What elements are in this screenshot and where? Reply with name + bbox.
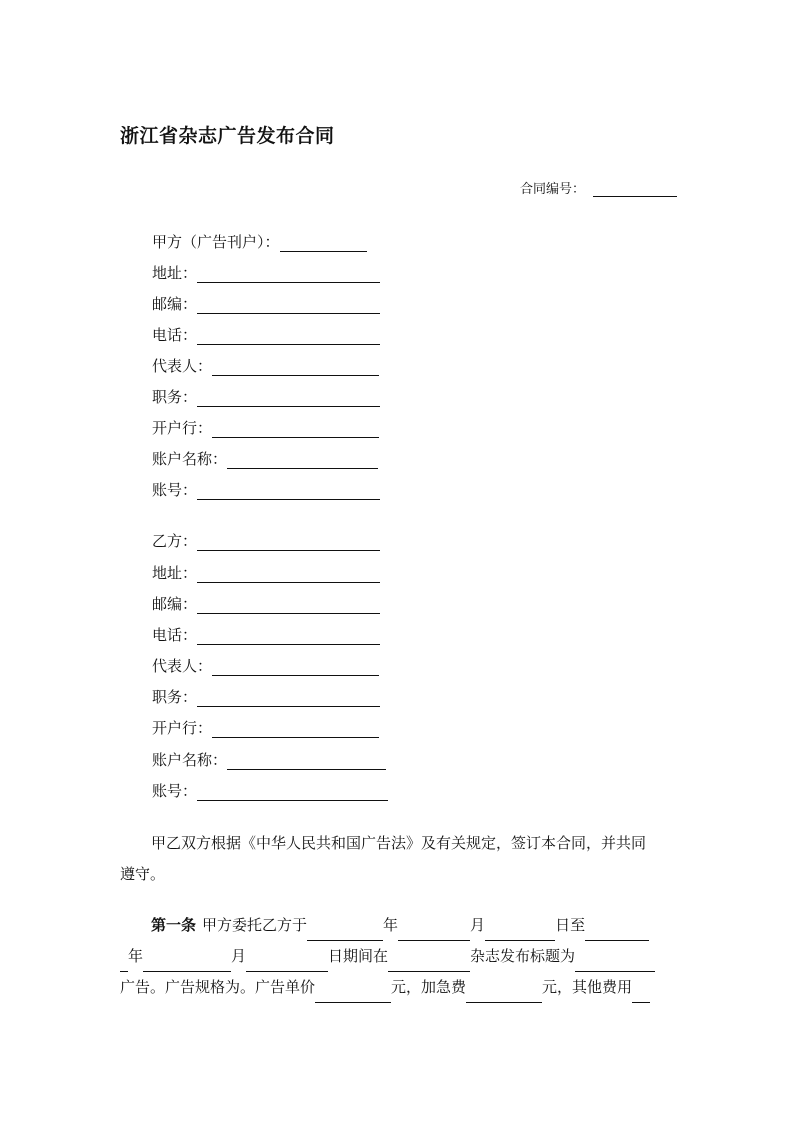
party-a-name-field xyxy=(152,230,367,252)
article-text: 广告。广告规格为。广告单价 xyxy=(120,978,316,996)
field-blank[interactable] xyxy=(197,564,380,583)
party-b-bank-field xyxy=(152,716,379,738)
contract-number-label: 合同编号： xyxy=(520,182,586,197)
party-b-postcode-field xyxy=(152,592,380,614)
party-b-account-name-field xyxy=(152,748,386,770)
field-blank[interactable] xyxy=(197,626,380,645)
field-label: 职务： xyxy=(152,688,198,706)
other-fee-blank[interactable] xyxy=(632,982,650,1003)
party-b-position-field xyxy=(152,685,380,707)
field-blank[interactable] xyxy=(197,595,380,614)
field-label: 地址： xyxy=(152,564,198,582)
field-label: 邮编： xyxy=(152,595,198,613)
article-text: 月 xyxy=(231,947,247,965)
field-blank[interactable] xyxy=(197,782,388,801)
field-blank[interactable] xyxy=(197,532,380,551)
field-label: 代表人： xyxy=(152,657,213,675)
field-blank[interactable] xyxy=(197,326,380,345)
party-a-phone-field xyxy=(152,323,380,345)
field-label: 账号： xyxy=(152,782,198,800)
article-text: 甲方委托乙方于 xyxy=(202,916,308,934)
end-day-blank[interactable] xyxy=(246,951,328,972)
field-label: 账号： xyxy=(152,481,198,499)
field-label: 账户名称： xyxy=(152,450,228,468)
field-blank[interactable] xyxy=(212,357,379,376)
article-heading: 第一条 xyxy=(151,916,197,934)
party-a-account-number-field xyxy=(152,478,380,500)
intro-paragraph xyxy=(120,828,675,890)
field-blank[interactable] xyxy=(212,419,379,438)
field-blank[interactable] xyxy=(212,657,379,676)
unit-price-blank[interactable] xyxy=(315,982,391,1003)
ad-title-blank[interactable] xyxy=(575,951,655,972)
field-label: 开户行： xyxy=(152,419,213,437)
end-month-blank[interactable] xyxy=(143,951,231,972)
party-a-position-field xyxy=(152,385,380,407)
field-label: 职务： xyxy=(152,388,198,406)
intro-line: 甲乙双方根据《中华人民共和国广告法》及有关规定，签订本合同，并共同 xyxy=(151,834,647,852)
article-1-line xyxy=(120,941,675,972)
party-a-account-name-field xyxy=(152,447,378,469)
field-blank[interactable] xyxy=(197,688,380,707)
field-label: 电话： xyxy=(152,326,198,344)
start-day-blank[interactable] xyxy=(485,920,555,941)
article-text: 年 xyxy=(128,947,144,965)
party-a-representative-field xyxy=(152,354,379,376)
document-title: 浙江省杂志广告发布合同 xyxy=(120,125,335,147)
article-text: 杂志发布标题为 xyxy=(470,947,576,965)
contract-number xyxy=(520,178,677,197)
field-blank[interactable] xyxy=(197,295,380,314)
field-blank[interactable] xyxy=(280,233,367,252)
article-text: 年 xyxy=(383,916,399,934)
field-label: 地址： xyxy=(152,264,198,282)
article-1-line xyxy=(120,972,675,1003)
article-text: 月 xyxy=(470,916,486,934)
field-label: 电话： xyxy=(152,626,198,644)
party-b-representative-field xyxy=(152,654,379,676)
field-label: 代表人： xyxy=(152,357,213,375)
party-a-address-field xyxy=(152,261,380,283)
party-b-phone-field xyxy=(152,623,380,645)
field-blank[interactable] xyxy=(197,481,380,500)
party-b-account-number-field xyxy=(152,779,388,801)
field-blank[interactable] xyxy=(227,450,378,469)
party-b-name-field xyxy=(152,529,380,551)
magazine-name-blank[interactable] xyxy=(388,951,470,972)
article-1-line xyxy=(120,910,675,941)
rush-fee-blank[interactable] xyxy=(466,982,542,1003)
field-label: 邮编： xyxy=(152,295,198,313)
start-year-blank[interactable] xyxy=(307,920,383,941)
field-blank[interactable] xyxy=(197,264,380,283)
article-text: 日至 xyxy=(555,916,586,934)
party-a-postcode-field xyxy=(152,292,380,314)
intro-line: 遵守。 xyxy=(120,865,166,883)
article-text: 元，加急费 xyxy=(391,978,467,996)
article-text: 日期间在 xyxy=(328,947,389,965)
article-text: 元，其他费用 xyxy=(542,978,633,996)
party-b-address-field xyxy=(152,561,380,583)
field-label: 开户行： xyxy=(152,719,213,737)
field-blank[interactable] xyxy=(212,719,379,738)
field-blank[interactable] xyxy=(197,388,380,407)
field-blank[interactable] xyxy=(227,751,386,770)
field-label: 甲方（广告刊户）： xyxy=(152,233,280,251)
start-month-blank[interactable] xyxy=(398,920,470,941)
party-a-bank-field xyxy=(152,416,379,438)
contract-number-blank[interactable] xyxy=(593,182,677,197)
end-year-blank-cont[interactable] xyxy=(120,951,128,972)
field-label: 乙方： xyxy=(152,532,198,550)
field-label: 账户名称： xyxy=(152,751,228,769)
end-year-blank[interactable] xyxy=(585,920,649,941)
article-1-paragraph xyxy=(120,910,675,1003)
